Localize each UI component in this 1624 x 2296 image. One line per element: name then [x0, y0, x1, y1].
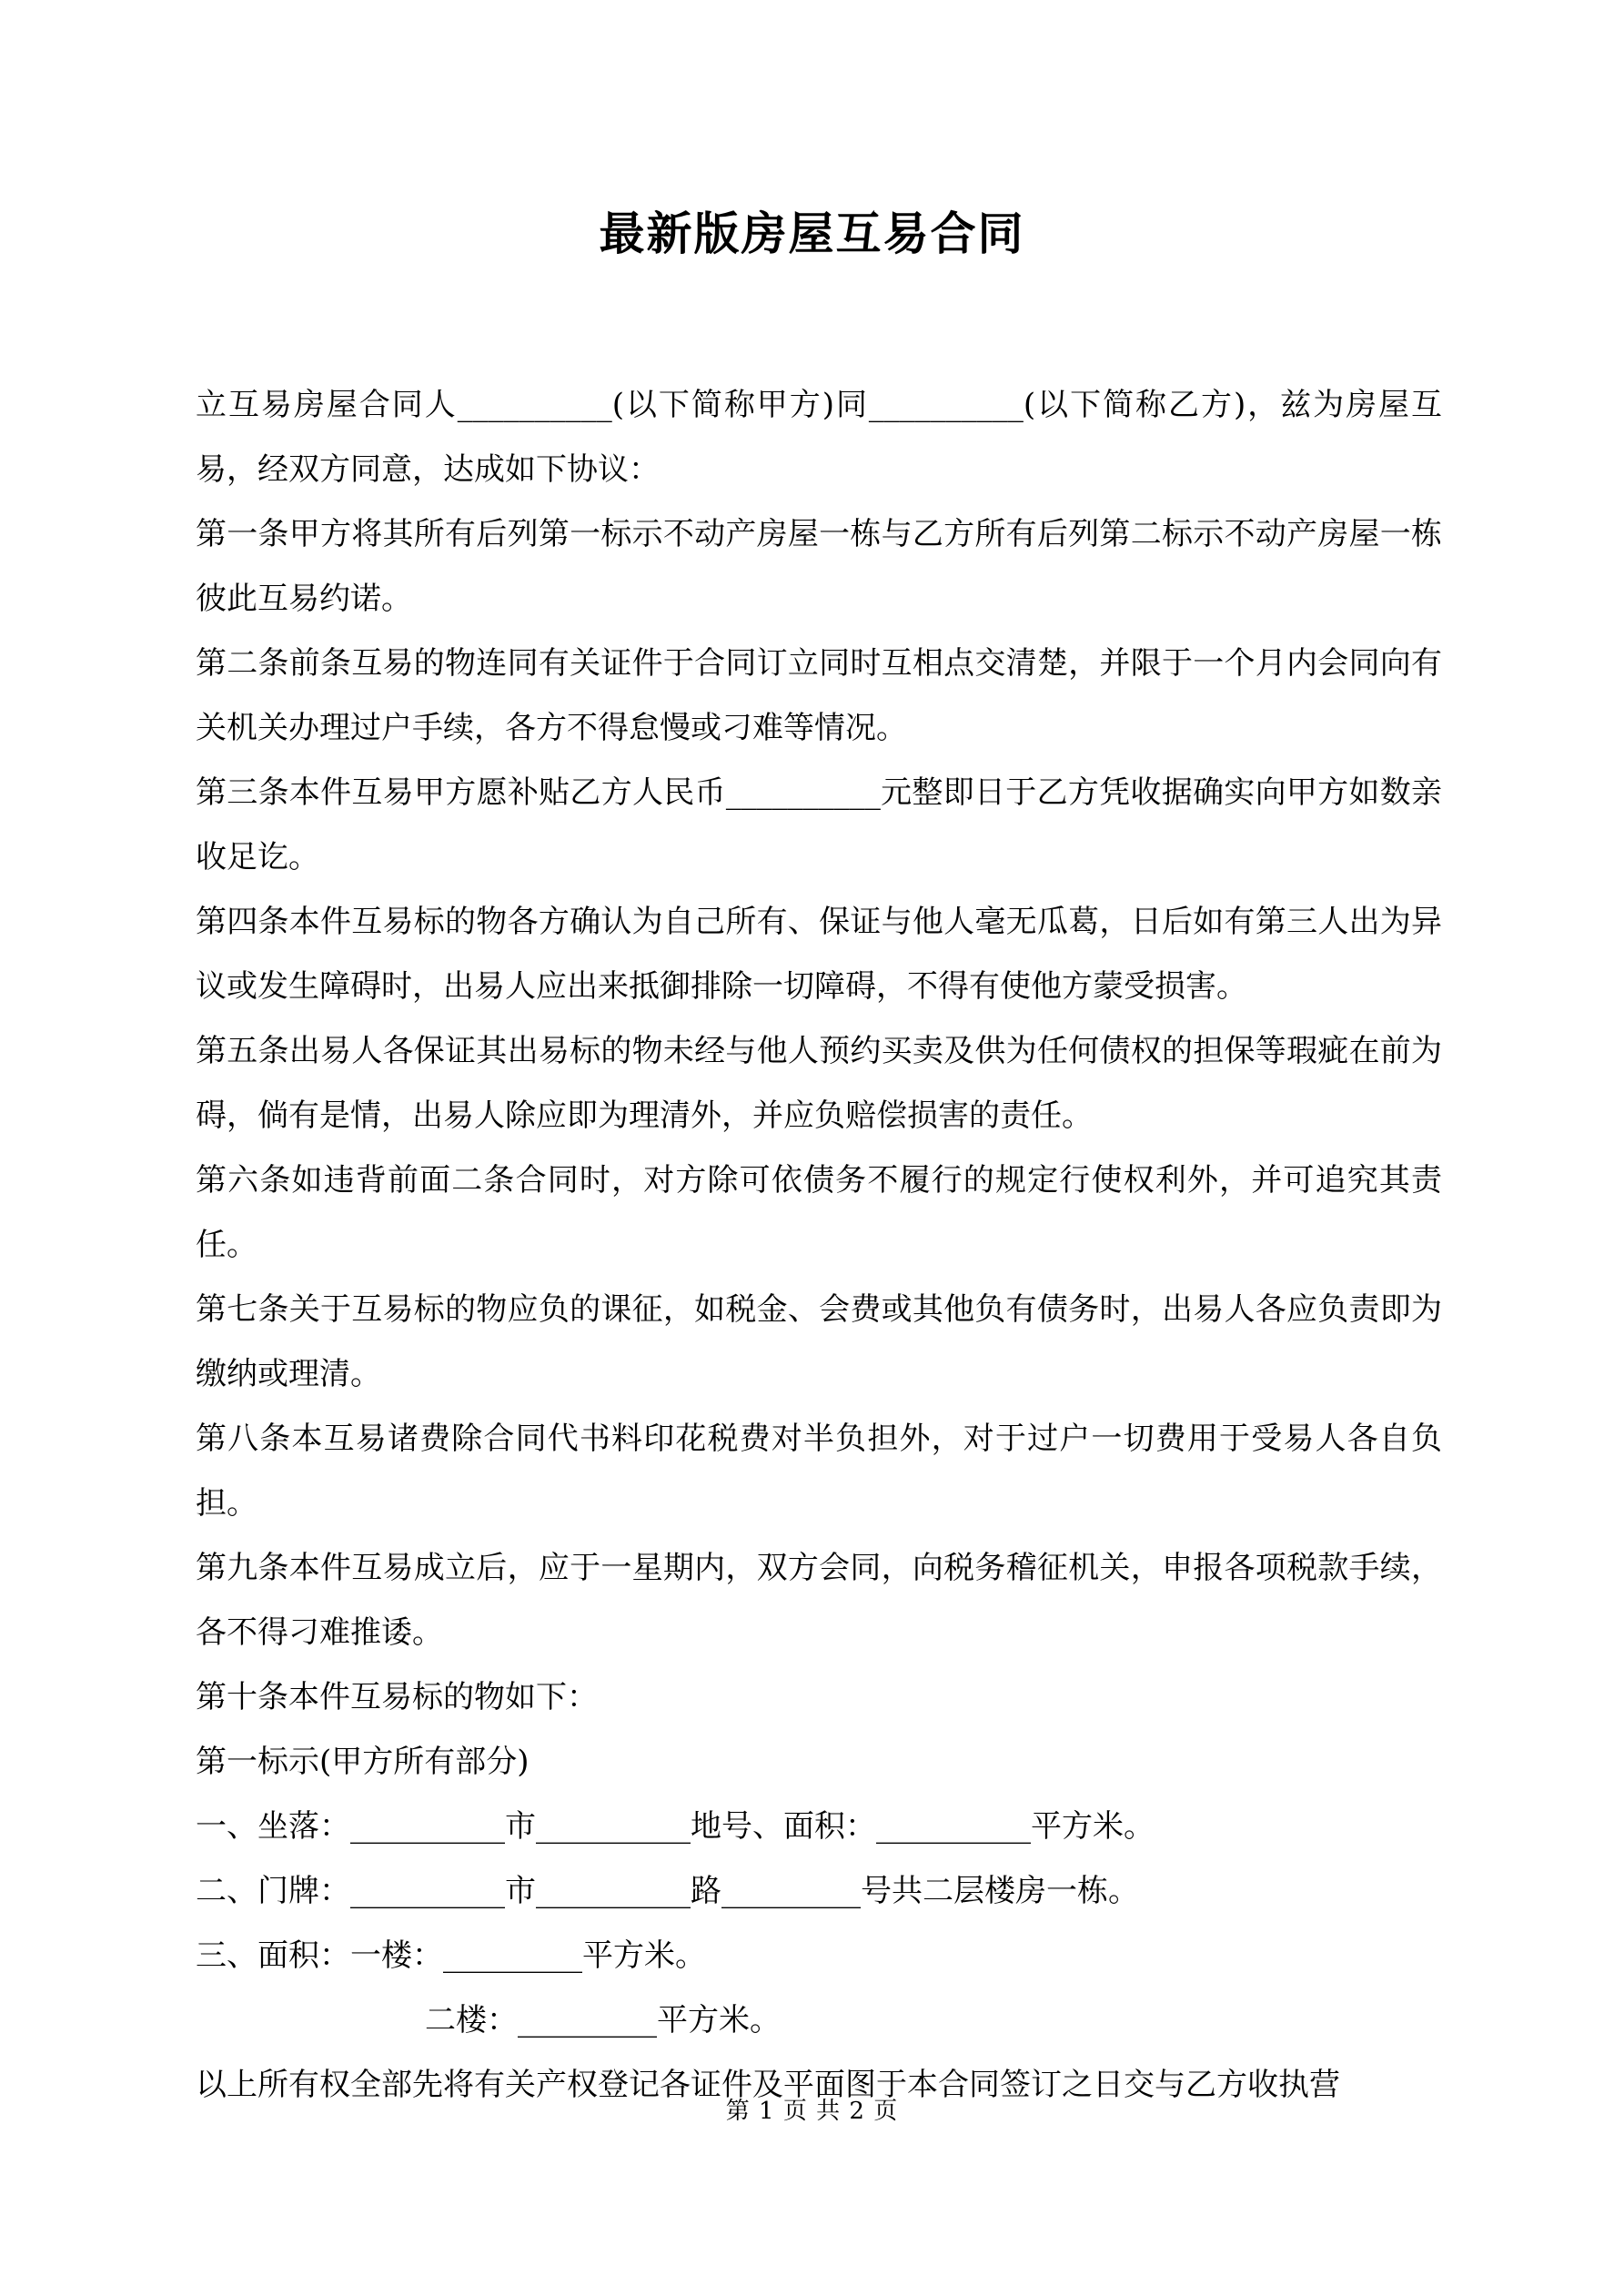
clause-4: 第四条本件互易标的物各方确认为自己所有、保证与他人毫无瓜葛，日后如有第三人出为异议或发生障碍时，出易人应出来抵御排除一切障碍，不得有使他方蒙受损害。 [196, 904, 1442, 1005]
page-number-footer: 第 1 页 共 2 页 [725, 2098, 899, 2125]
clause-7: 第七条关于互易标的物应负的课征，如税金、会费或其他负有债务时，出易人各应负责即为缴纳或理清。 [196, 1291, 1442, 1392]
schedule-1-ownership: 以上所有权全部先将有关产权登记各证件及平面图于本合同签订之日交与乙方收执营 [196, 2067, 1340, 2103]
schedule-1-location: 一、坐落：__________市__________地号、面积：__________平方米。 [196, 1808, 1155, 1845]
clause-3: 第三条本件互易甲方愿补贴乙方人民币__________元整即日于乙方凭收据确实向甲方如数亲收足讫。 [196, 774, 1442, 875]
clause-10: 第十条本件互易标的物如下： [196, 1679, 598, 1715]
clause-1: 第一条甲方将其所有后列第一标示不动产房屋一栋与乙方所有后列第二标示不动产房屋一栋彼此互易约诺。 [196, 516, 1442, 617]
schedule-1-area-floor-1: 三、面积：一楼：_________平方米。 [196, 1937, 706, 1974]
clause-2: 第二条前条互易的物连同有关证件于合同订立同时互相点交清楚，并限于一个月内会同向有关机关办理过户手续，各方不得怠慢或刁难等情况。 [196, 645, 1442, 746]
clause-5: 第五条出易人各保证其出易标的物未经与他人预约买卖及供为任何债权的担保等瑕疵在前为碍，倘有是情，出易人除应即为理清外，并应负赔偿损害的责任。 [196, 1033, 1442, 1134]
document-title: 最新版房屋互易合同 [599, 207, 1025, 260]
clause-8: 第八条本互易诸费除合同代书料印花税费对半负担外，对于过户一切费用于受易人各自负担。 [196, 1421, 1442, 1522]
schedule-1-address: 二、门牌：__________市__________路_________号共二层楼房一栋。 [196, 1873, 1139, 1909]
clause-9: 第九条本件互易成立后，应于一星期内，双方会同，向税务稽征机关，申报各项税款手续，各不得刁难推诿。 [196, 1550, 1442, 1651]
preamble-paragraph: 立互易房屋合同人__________(以下简称甲方)同__________(以下简称乙方)，兹为房屋互易，经双方同意，达成如下协议： [196, 387, 1442, 488]
document-body [196, 373, 1442, 2118]
clause-6: 第六条如违背前面二条合同时，对方除可依债务不履行的规定行使权利外，并可追究其责任。 [196, 1162, 1442, 1263]
schedule-1-heading: 第一标示(甲方所有部分) [196, 1744, 530, 1780]
schedule-1-area-floor-2: 二楼：_________平方米。 [425, 2002, 781, 2038]
